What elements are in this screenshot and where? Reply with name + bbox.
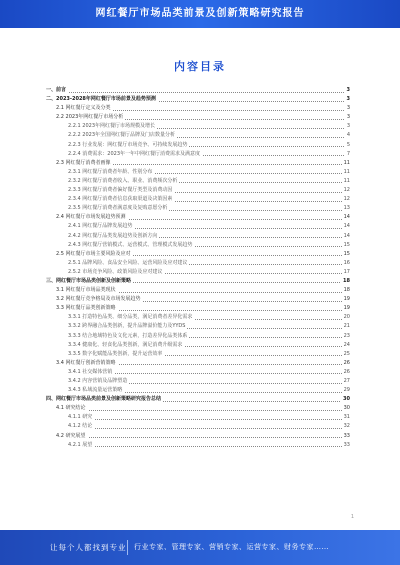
- toc-entry[interactable]: [46, 332, 350, 341]
- toc-entry-label: 2.5.1 品牌风险、食品安全风险、运营风险及应对建议: [68, 259, 189, 268]
- toc-entry[interactable]: [46, 122, 350, 131]
- toc-entry-label: 2.4 网红餐厅市场发展趋势预测: [56, 213, 128, 222]
- toc-entry-page: 4: [345, 131, 350, 140]
- toc-entry[interactable]: [46, 195, 350, 204]
- toc-entry[interactable]: [46, 186, 350, 195]
- toc-entry-page: 5: [345, 141, 350, 150]
- toc-entry-page: 11: [342, 177, 350, 186]
- toc-entry[interactable]: [46, 113, 350, 122]
- toc-entry-label: 3.4 网红餐厅创新营销策略: [56, 359, 118, 368]
- toc-entry[interactable]: [46, 95, 350, 104]
- toc-entry-label: 4.1.2 结论: [68, 422, 94, 431]
- toc-entry-label: 4.1 研究结论: [56, 404, 88, 413]
- toc-entry-label: 一、前言: [46, 86, 68, 95]
- toc-entry-page: 11: [342, 168, 350, 177]
- toc-entry-label: 2.2.3 行业发展：网红餐厅市场竞争、可持续发展趋势: [68, 141, 189, 150]
- toc-entry-label: 2.2.4 消费需求：2023年一年中网红餐厅消费需求及满意度: [68, 150, 202, 159]
- toc-entry-label: 四、网红餐厅市场品类前景及创新策略研究报告总结: [46, 395, 163, 404]
- toc-entry[interactable]: [46, 277, 350, 286]
- footer-services: 行业专家、管理专家、营销专家、运营专家、财务专家……: [134, 543, 329, 551]
- leader-dots: [68, 419, 350, 420]
- toc-entry[interactable]: [46, 386, 350, 395]
- toc-entry-label: 2.4.1 网红餐厅品牌发展趋势: [68, 222, 134, 231]
- toc-entry-page: 12: [342, 195, 350, 204]
- toc-entry-label: 2.4.3 网红餐厅营销模式、运营模式、管理模式发展趋势: [68, 241, 194, 250]
- toc-entry[interactable]: [46, 432, 350, 441]
- leader-dots: [68, 446, 350, 447]
- toc-entry[interactable]: [46, 232, 350, 241]
- table-of-contents: [46, 86, 350, 450]
- toc-entry-page: 3: [345, 95, 350, 104]
- toc-entry-page: 33: [342, 432, 350, 441]
- toc-entry-label: 4.2.1 展望: [68, 441, 94, 450]
- toc-entry-page: 21: [342, 322, 350, 331]
- toc-entry-label: 二、2023-2028年网红餐厅市场前景及趋势预测: [46, 95, 158, 104]
- toc-entry-page: 32: [342, 422, 350, 431]
- toc-entry-label: 2.4.2 网红餐厅品类发展趋势及创新方向: [68, 232, 159, 241]
- toc-entry-page: 20: [342, 313, 350, 322]
- toc-heading: 内容目录: [174, 60, 226, 73]
- toc-entry-page: 26: [342, 368, 350, 377]
- toc-entry-page: 7: [345, 150, 350, 159]
- toc-entry[interactable]: [46, 295, 350, 304]
- toc-entry-label: 4.1.1 研究: [68, 413, 94, 422]
- toc-entry-label: 2.3.4 网红餐厅消费者信息获取渠道及决策因素: [68, 195, 174, 204]
- toc-entry[interactable]: [46, 150, 350, 159]
- toc-entry-page: 15: [342, 241, 350, 250]
- toc-entry-page: 14: [342, 232, 350, 241]
- toc-entry-page: 30: [342, 404, 350, 413]
- toc-entry[interactable]: [46, 259, 350, 268]
- toc-entry-page: 23: [342, 332, 350, 341]
- toc-entry[interactable]: [46, 304, 350, 313]
- toc-entry-page: 3: [345, 113, 350, 122]
- toc-entry[interactable]: [46, 104, 350, 113]
- toc-entry-label: 3.3.2 跨界融合品类创新，提升品牌溢价能力及YYDS: [68, 322, 187, 331]
- toc-entry-label: 4.2 研究展望: [56, 432, 88, 441]
- toc-entry-label: 2.3.3 网红餐厅消费者偏好餐厅类型及消费动因: [68, 186, 174, 195]
- toc-entry[interactable]: [46, 131, 350, 140]
- toc-entry-page: 13: [342, 204, 350, 213]
- toc-entry[interactable]: [46, 404, 350, 413]
- toc-entry-page: 12: [342, 186, 350, 195]
- footer-banner: [0, 530, 400, 565]
- toc-entry[interactable]: [46, 86, 350, 95]
- toc-entry-label: 2.2 2023年网红餐厅市场分析: [56, 113, 125, 122]
- toc-entry-page: 30: [341, 395, 350, 404]
- toc-entry[interactable]: [46, 168, 350, 177]
- toc-entry-label: 3.4.2 内容营销及品牌塑造: [68, 377, 129, 386]
- toc-entry[interactable]: [46, 350, 350, 359]
- toc-entry[interactable]: [46, 241, 350, 250]
- toc-entry[interactable]: [46, 286, 350, 295]
- toc-entry[interactable]: [46, 322, 350, 331]
- toc-entry-label: 3.4.3 私域流量运营策略: [68, 386, 124, 395]
- toc-entry-page: 3: [345, 122, 350, 131]
- toc-entry[interactable]: [46, 250, 350, 259]
- toc-entry-label: 2.2.2 2023年全国网红餐厅品牌及门店数量分析: [68, 131, 177, 140]
- toc-entry-label: 3.3.4 健康化、轻食化品类创新，满足消费升级需求: [68, 341, 184, 350]
- toc-entry-label: 三、网红餐厅市场品类创新及创新策略: [46, 277, 133, 286]
- toc-entry-page: 14: [342, 213, 350, 222]
- toc-entry-page: 31: [342, 413, 350, 422]
- toc-entry[interactable]: [46, 222, 350, 231]
- toc-entry-label: 3.3 网红餐厅品类创新策略: [56, 304, 118, 313]
- toc-entry-page: 11: [342, 159, 350, 168]
- toc-entry[interactable]: [46, 441, 350, 450]
- toc-entry-page: 17: [342, 268, 350, 277]
- toc-entry[interactable]: [46, 159, 350, 168]
- toc-entry-page: 3: [345, 104, 350, 113]
- toc-entry-label: 3.2 网红餐厅竞争格局及市场发展趋势: [56, 295, 143, 304]
- toc-entry[interactable]: [46, 204, 350, 213]
- leader-dots: [68, 428, 350, 429]
- toc-entry-label: 2.2.1 2023年网红餐厅市场规模及增长: [68, 122, 157, 131]
- toc-entry[interactable]: [46, 341, 350, 350]
- toc-entry[interactable]: [46, 368, 350, 377]
- toc-entry-page: 16: [342, 259, 350, 268]
- toc-entry-label: 3.1 网红餐厅市场品类现状: [56, 286, 118, 295]
- toc-entry-page: 29: [342, 386, 350, 395]
- footer-divider: [127, 540, 128, 555]
- toc-entry-label: 2.3.2 网红餐厅消费者收入、职业、消费频次分析: [68, 177, 179, 186]
- leader-dots: [56, 410, 350, 411]
- toc-entry-page: 19: [342, 304, 350, 313]
- toc-entry-label: 2.1 网红餐厅定义及分类: [56, 104, 113, 113]
- toc-entry-page: 15: [342, 250, 350, 259]
- toc-entry-label: 2.3.5 网红餐厅消费者满意度及复购意愿分析: [68, 204, 169, 213]
- footer-slogan: 让每个人都找到专业: [50, 543, 127, 552]
- toc-entry[interactable]: [46, 141, 350, 150]
- toc-entry-label: 3.3.1 打造特色品类、细分品类，满足消费者差异化需求: [68, 313, 194, 322]
- toc-entry[interactable]: [46, 359, 350, 368]
- toc-entry[interactable]: [46, 413, 350, 422]
- toc-entry-page: 25: [342, 350, 350, 359]
- toc-entry[interactable]: [46, 213, 350, 222]
- header-banner: [0, 0, 400, 28]
- toc-entry-label: 2.5 网红餐厅市场主要风险及应对: [56, 250, 133, 259]
- toc-entry[interactable]: [46, 395, 350, 404]
- leader-dots: [56, 437, 350, 438]
- toc-entry-page: 19: [342, 295, 350, 304]
- toc-entry-page: 26: [342, 359, 350, 368]
- toc-entry[interactable]: [46, 422, 350, 431]
- toc-entry-page: 27: [342, 377, 350, 386]
- toc-entry-label: 3.3.3 结合地域特色及文化元素，打造差异化品类体系: [68, 332, 189, 341]
- toc-entry[interactable]: [46, 268, 350, 277]
- toc-entry-label: 3.4.1 社交媒体营销: [68, 368, 114, 377]
- toc-entry-page: 18: [342, 286, 350, 295]
- toc-entry-page: 18: [341, 277, 350, 286]
- toc-entry-label: 2.3 网红餐厅消费者画像: [56, 159, 113, 168]
- toc-entry-page: 3: [345, 86, 350, 95]
- page-number: 1: [350, 514, 354, 520]
- toc-entry-page: 14: [342, 222, 350, 231]
- toc-entry[interactable]: [46, 377, 350, 386]
- toc-entry[interactable]: [46, 313, 350, 322]
- toc-entry-label: 3.3.5 数字化赋能品类创新，提升运营效率: [68, 350, 164, 359]
- report-title: 网红餐厅市场品类前景及创新策略研究报告: [95, 8, 305, 19]
- leader-dots: [46, 92, 350, 93]
- toc-entry-label: 2.5.2 市场竞争风险、政策风险及应对建议: [68, 268, 164, 277]
- toc-entry[interactable]: [46, 177, 350, 186]
- toc-entry-page: 24: [342, 341, 350, 350]
- toc-entry-label: 2.3.1 网红餐厅消费者年龄、性别分布: [68, 168, 154, 177]
- toc-entry-page: 33: [342, 441, 350, 450]
